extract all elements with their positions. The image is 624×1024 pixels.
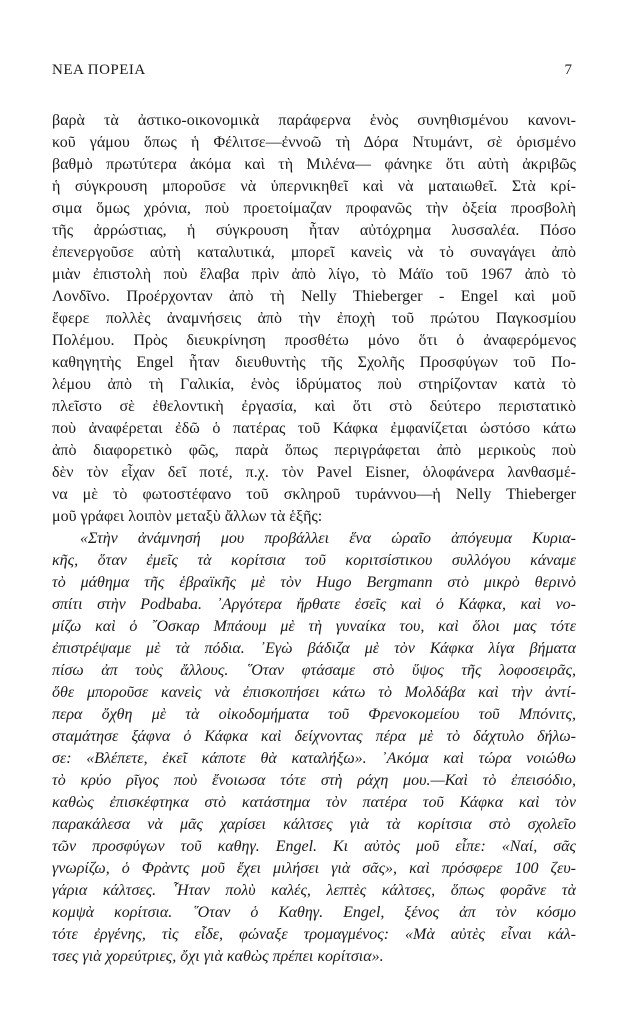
text-line: ἐπενεργοῦσε αὐτὴ καταλυτικά, μπορεῖ κανεὶς νὰ τὸ συναγάγει ἀπὸ: [52, 244, 576, 261]
quote-line: τότε ἐργένης, τὶς εἶδε, φώναξε τρομαγμένος: «Μὰ αὐτὲς εἶναι κάλ-: [52, 926, 576, 943]
quote-line: περα ὄχθη μὲ τὰ οἰκοδομήματα τοῦ Φρενοκομείου τοῦ Μπόνιτς,: [52, 706, 576, 723]
quote-line: παρακάλεσα νὰ μᾶς χαρίσει κάλτσες γιὰ τὰ κορίτσια στὸ σχολεῖο: [52, 816, 576, 833]
quote-line: τσες γιὰ χορεύτριες, ὄχι γιὰ καθὼς πρέπει κορίτσια».: [52, 948, 384, 965]
quote-line: σε: «Βλέπετε, ἐκεῖ κάποτε θὰ καταλήξω». ᾿Ακόμα καὶ τώρα νοιώθω: [52, 750, 576, 767]
text-line: Λονδῖνο. Προέρχονταν ἀπὸ τὴ Nelly Thieberger - Engel καὶ μοῦ: [52, 288, 576, 305]
text-line: τῆς ἀρρώστιας, ἡ σύγκρουση ἦταν αὐτόχρημα λυσσαλέα. Πόσο: [52, 222, 576, 239]
text-line: μοῦ γράφει λοιπὸν μεταξὺ ἄλλων τὰ ἑξῆς:: [52, 508, 323, 525]
body-text: [52, 110, 576, 968]
quote-line: πίσω ἀπ τοὺς ἄλλους. ῞Οταν φτάσαμε στὸ ὕψος τῆς λοφοσειρᾶς,: [52, 662, 576, 679]
quote-line: σπίτι στὴν Podbaba. ᾿Αργότερα ἤρθατε ἐσεῖς καὶ ὁ Κάφκα, καὶ νο-: [52, 596, 576, 613]
quote-line: τῶν προσφύγων τοῦ καθηγ. Engel. Κι αὐτὸς μοῦ εἶπε: «Ναί, σᾶς: [52, 838, 576, 855]
quote-line: καθὼς ἐπισκέφτηκα στὸ κατάστημα τὸν πατέρα τοῦ Κάφκα καὶ τὸν: [52, 794, 576, 811]
main-paragraph: [52, 110, 576, 528]
quote-line: κομψὰ κορίτσια. ῞Οταν ὁ Καθηγ. Engel, ξένος ἀπ τὸν κόσμο: [52, 904, 576, 921]
text-line: ἀπὸ διαφορετικὸ φῶς, παρὰ ὅπως περιγράφεται ἀπὸ μερικοὺς ποὺ: [52, 442, 576, 459]
running-head: [52, 62, 572, 82]
quote-line: «Στὴν ἀνάμνησή μου προβάλλει ἕνα ὡραῖο ἀπόγευμα Κυρια-: [80, 530, 576, 547]
quote-line: κῆς, ὅταν ἐμεῖς τὰ κορίτσια τοῦ κοριτσίστικου συλλόγου κάναμε: [52, 552, 576, 569]
text-line: κοῦ γάμου ὅπως ἡ Φέλιτσε—ἐννοῶ τὴ Δόρα Ντυμάντ, σὲ ὁρισμένο: [52, 134, 576, 151]
quote-line: σταμάτησε ξάφνα ὁ Κάφκα καὶ δείχνοντας πέρα μὲ τὸ δάχτυλο δήλω-: [52, 728, 576, 745]
page-number: 7: [564, 62, 572, 78]
text-line: να μὲ τὸ φωτοστέφανο τοῦ σκληροῦ τυράννου—ἡ Nelly Thieberger: [52, 486, 576, 503]
text-line: ἔφερε πολλὲς ἀναμνήσεις ἀπὸ τὴν ἐποχὴ τοῦ πρώτου Παγκοσμίου: [52, 310, 576, 327]
text-line: πλεῖστο σὲ ἐθελοντικὴ ἐργασία, καὶ ὅτι στὸ δεύτερο περιστατικὸ: [52, 398, 576, 415]
text-line: ἡ σύγκρουση μποροῦσε νὰ ὑπερνικηθεῖ καὶ νὰ ματαιωθεῖ. Στὰ κρί-: [52, 178, 576, 195]
text-line: σιμα ὅμως χρόνια, ποὺ προετοίμαζαν προφανῶς τὴν ὀξεία προσβολὴ: [52, 200, 576, 217]
text-line: ποὺ ἀναφέρεται ἐδῶ ὁ πατέρας τοῦ Κάφκα ἐμφανίζεται ὡστόσο κάτω: [52, 420, 576, 437]
quote-line: ἐπιστρέψαμε μὲ τὰ πόδια. ᾿Εγὼ βάδιζα μὲ τὸν Κάφκα λίγα βήματα: [52, 640, 576, 657]
text-line: δὲν τὸν εἶχαν δεῖ ποτέ, π.χ. τὸν Pavel Eisner, ὁλοφάνερα λανθασμέ-: [52, 464, 576, 481]
quote-line: γνωρίζω, ὁ Φρὰντς μοῦ ἔχει μιλήσει γιὰ σᾶς», καὶ πρόσφερε 100 ζευ-: [52, 860, 576, 877]
text-line: Πολέμου. Πρὸς διευκρίνηση προσθέτω μόνο ὅτι ὁ ἀναφερόμενος: [52, 332, 576, 349]
text-line: λέμου ἀπὸ τὴ Γαλικία, ἑνὸς ἱδρύματος ποὺ στηρίζονταν κατὰ τὸ: [52, 376, 576, 393]
quote-line: μίζω καὶ ὁ ῎Οσκαρ Μπάουμ μὲ τὴ γυναίκα του, καὶ ὅλοι μας τότε: [52, 618, 576, 635]
quote-line: τὸ μάθημα τῆς ἑβραϊκῆς μὲ τὸν Hugo Bergmann στὸ μικρὸ θερινὸ: [52, 574, 576, 591]
text-line: μιὰν ἐπιστολὴ ποὺ ἔλαβα πρὶν ἀπὸ λίγο, τὸ Μάϊο τοῦ 1967 ἀπὸ τὸ: [52, 266, 576, 283]
quote-line: τὸ κρύο ρῖγος ποὺ ἔνοιωσα τότε στὴ ράχη μου.—Καὶ τὸ ἐπεισόδιο,: [52, 772, 576, 789]
text-line: καθηγητὴς Engel ἦταν διευθυντὴς τῆς Σχολῆς Προσφύγων τοῦ Πο-: [52, 354, 576, 371]
quote-line: γάρια κάλτσες. ῟Ηταν πολὺ καλές, λεπτὲς κάλτσες, ὅπως φορᾶνε τὰ: [52, 882, 576, 899]
text-line: βαθμὸ πρωτύτερα ἀκόμα καὶ τὴ Μιλένα— φάνηκε ὅτι αὐτὴ ἀκριβῶς: [52, 156, 576, 173]
quote-line: ὅθε μποροῦσε κανεὶς νὰ ἐπισκοπήσει κάτω τὸ Μολδάβα καὶ τὴν ἀντί-: [52, 684, 576, 701]
quoted-letter: [52, 528, 576, 968]
journal-title: ΝΕΑ ΠΟΡΕΙΑ: [52, 62, 146, 78]
text-line: βαρὰ τὰ ἀστικο-οικονομικὰ παράφερνα ἑνὸς συνηθισμένου κανονι-: [52, 112, 576, 129]
